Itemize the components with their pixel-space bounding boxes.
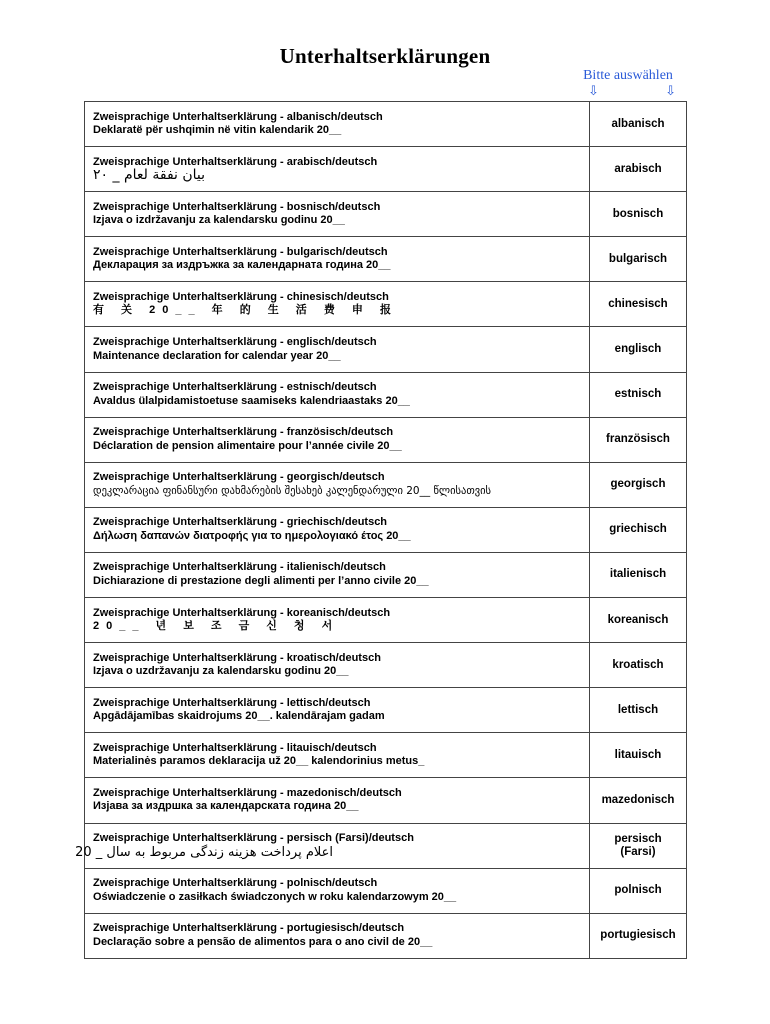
declaration-title: Zweisprachige Unterhaltserklärung - englisch/deutsch: [93, 336, 377, 349]
declaration-title: Zweisprachige Unterhaltserklärung - bosnisch/deutsch: [93, 200, 381, 213]
language-label: chinesisch: [608, 297, 668, 310]
table-row: [85, 507, 687, 552]
language-select-button[interactable]: [590, 868, 687, 913]
language-select-button[interactable]: [590, 688, 687, 733]
declaration-description: [85, 778, 590, 823]
language-select-button[interactable]: [590, 372, 687, 417]
table-row: [85, 102, 687, 147]
language-select-button[interactable]: [590, 462, 687, 507]
table-row: [85, 147, 687, 192]
language-select-button[interactable]: [590, 237, 687, 282]
language-select-button[interactable]: [590, 913, 687, 958]
language-label: estnisch: [614, 388, 662, 401]
declaration-translation: Декларация за издръжка за календарната година 20__: [93, 259, 391, 272]
declaration-title: Zweisprachige Unterhaltserklärung - persisch (Farsi)/deutsch: [93, 832, 414, 845]
declaration-translation: Dichiarazione di prestazione degli alimenti per l’anno civile 20__: [93, 574, 429, 587]
declaration-title: Zweisprachige Unterhaltserklärung - arabisch/deutsch: [93, 155, 378, 168]
declaration-description: [85, 282, 590, 327]
declaration-title: Zweisprachige Unterhaltserklärung - estnisch/deutsch: [93, 381, 377, 394]
declaration-table: [75, 101, 687, 959]
language-select-button[interactable]: [590, 102, 687, 147]
language-select-button[interactable]: [590, 733, 687, 778]
declaration-translation: Avaldus ülalpidamistoetuse saamiseks kalendriaastaks 20__: [93, 394, 410, 407]
declaration-translation: Déclaration de pension alimentaire pour l’année civile 20__: [93, 439, 402, 452]
declaration-description: [85, 688, 590, 733]
language-label: kroatisch: [612, 658, 664, 671]
declaration-description: [75, 823, 590, 868]
language-label: bosnisch: [612, 207, 664, 220]
language-label: koreanisch: [607, 613, 669, 626]
declaration-translation: 20__ 년 보 조 금 신 청 서: [93, 620, 340, 633]
declaration-title: Zweisprachige Unterhaltserklärung - albanisch/deutsch: [93, 110, 383, 123]
declaration-title: Zweisprachige Unterhaltserklärung - kroatisch/deutsch: [93, 651, 381, 664]
declaration-description: [85, 552, 590, 597]
declaration-translation: Изјава за издршка за календарската година 20__: [93, 800, 359, 813]
declaration-description: [85, 147, 590, 192]
declaration-description: [85, 102, 590, 147]
declaration-title: Zweisprachige Unterhaltserklärung - georgisch/deutsch: [93, 471, 385, 484]
declaration-description: [85, 372, 590, 417]
language-select-button[interactable]: [590, 598, 687, 643]
declaration-description: [85, 462, 590, 507]
declaration-translation: Materialinės paramos deklaracija už 20__ kalendorinius metus_: [93, 755, 425, 768]
select-hint: Bitte auswählen: [583, 68, 673, 83]
table-row: [85, 237, 687, 282]
language-label: englisch: [614, 343, 662, 356]
language-label: italienisch: [609, 568, 667, 581]
language-label: litauisch: [614, 748, 662, 761]
table-row: [85, 823, 687, 868]
language-select-button[interactable]: [590, 823, 687, 868]
table-row: [85, 462, 687, 507]
table-row: [85, 643, 687, 688]
table-row: [85, 733, 687, 778]
table-row: [85, 688, 687, 733]
language-label: portugiesisch: [600, 929, 676, 942]
declaration-title: Zweisprachige Unterhaltserklärung - französisch/deutsch: [93, 426, 394, 439]
page-title: Unterhaltserklärungen: [279, 44, 491, 68]
language-label: französisch: [606, 433, 670, 446]
declaration-title: Zweisprachige Unterhaltserklärung - griechisch/deutsch: [93, 516, 388, 529]
declaration-title: Zweisprachige Unterhaltserklärung - litauisch/deutsch: [93, 741, 377, 754]
declaration-title: Zweisprachige Unterhaltserklärung - chinesisch/deutsch: [93, 290, 389, 303]
language-label: polnisch: [614, 884, 662, 897]
language-label: lettisch: [617, 703, 659, 716]
declaration-translation: Δήλωση δαπανών διατροφής για το ημερολογιακό έτος 20__: [93, 529, 411, 542]
table-row: [85, 868, 687, 913]
table-row: [85, 282, 687, 327]
declaration-description: [85, 417, 590, 462]
table-row: [85, 327, 687, 372]
declaration-title: Zweisprachige Unterhaltserklärung - mazedonisch/deutsch: [93, 786, 402, 799]
table-row: [85, 913, 687, 958]
declaration-description: [85, 507, 590, 552]
declaration-title: Zweisprachige Unterhaltserklärung - polnisch/deutsch: [93, 877, 378, 890]
language-select-button[interactable]: [590, 417, 687, 462]
declaration-description: [85, 327, 590, 372]
declaration-translation: Deklaratë për ushqimin në vitin kalendarik 20__: [93, 124, 342, 137]
declaration-translation: Maintenance declaration for calendar year 20__: [93, 349, 341, 362]
language-label: albanisch: [611, 117, 665, 130]
arrow-down-icon: ⇩: [588, 84, 599, 99]
table-row: [85, 778, 687, 823]
language-label: griechisch: [609, 523, 667, 536]
table-row: [85, 372, 687, 417]
declaration-title: Zweisprachige Unterhaltserklärung - bulgarisch/deutsch: [93, 245, 388, 258]
language-select-button[interactable]: [590, 643, 687, 688]
table-row: [85, 598, 687, 643]
declaration-title: Zweisprachige Unterhaltserklärung - koreanisch/deutsch: [93, 606, 391, 619]
declaration-description: [85, 868, 590, 913]
select-hint-arrows: [584, 84, 680, 100]
language-label: arabisch: [614, 162, 662, 175]
declaration-translation: Declaração sobre a pensão de alimentos para o ano civil de 20__: [93, 935, 433, 948]
declaration-description: [85, 643, 590, 688]
declaration-title: Zweisprachige Unterhaltserklärung - portugiesisch/deutsch: [93, 922, 405, 935]
language-select-button[interactable]: [590, 147, 687, 192]
declaration-translation: Izjava o izdržavanju za kalendarsku godinu 20__: [93, 214, 345, 227]
language-label: mazedonisch: [601, 793, 675, 806]
language-select-button[interactable]: [590, 552, 687, 597]
language-select-button[interactable]: [590, 778, 687, 823]
declaration-description: [85, 733, 590, 778]
declaration-description: [85, 237, 590, 282]
arrow-down-icon: ⇩: [665, 84, 676, 99]
language-select-button[interactable]: [590, 507, 687, 552]
language-select-button[interactable]: [590, 192, 687, 237]
declaration-translation: Izjava o uzdržavanju za kalendarsku godinu 20__: [93, 665, 349, 678]
language-select-button[interactable]: [590, 282, 687, 327]
declaration-translation: დეკლარაცია ფინანსური დახმარების შესახებ კალენდარული 20__ წლისათვის: [93, 484, 492, 497]
language-select-button[interactable]: [590, 327, 687, 372]
declaration-translation: 有 关 20__ 年 的 生 活 费 申 报: [93, 304, 398, 317]
declaration-translation: بيان نفقة لعام _ ٢٠: [93, 167, 206, 184]
declaration-title: Zweisprachige Unterhaltserklärung - italienisch/deutsch: [93, 561, 386, 574]
declaration-description: [85, 598, 590, 643]
language-label: bulgarisch: [608, 252, 668, 265]
declaration-translation: Oświadczenie o zasiłkach świadczonych w roku kalendarzowym 20__: [93, 890, 457, 903]
declaration-translation: اعلام پرداخت هزینه زندگی مربوط به سال _ 20: [75, 844, 333, 860]
declaration-description: [85, 192, 590, 237]
table-row: [85, 192, 687, 237]
table-row: [85, 552, 687, 597]
declaration-title: Zweisprachige Unterhaltserklärung - lettisch/deutsch: [93, 696, 371, 709]
language-label: persisch (Farsi): [614, 832, 662, 858]
language-label: georgisch: [610, 478, 666, 491]
declaration-description: [85, 913, 590, 958]
table-row: [85, 417, 687, 462]
declaration-translation: Apgādājamības skaidrojums 20__. kalendārajam gadam: [93, 710, 385, 723]
